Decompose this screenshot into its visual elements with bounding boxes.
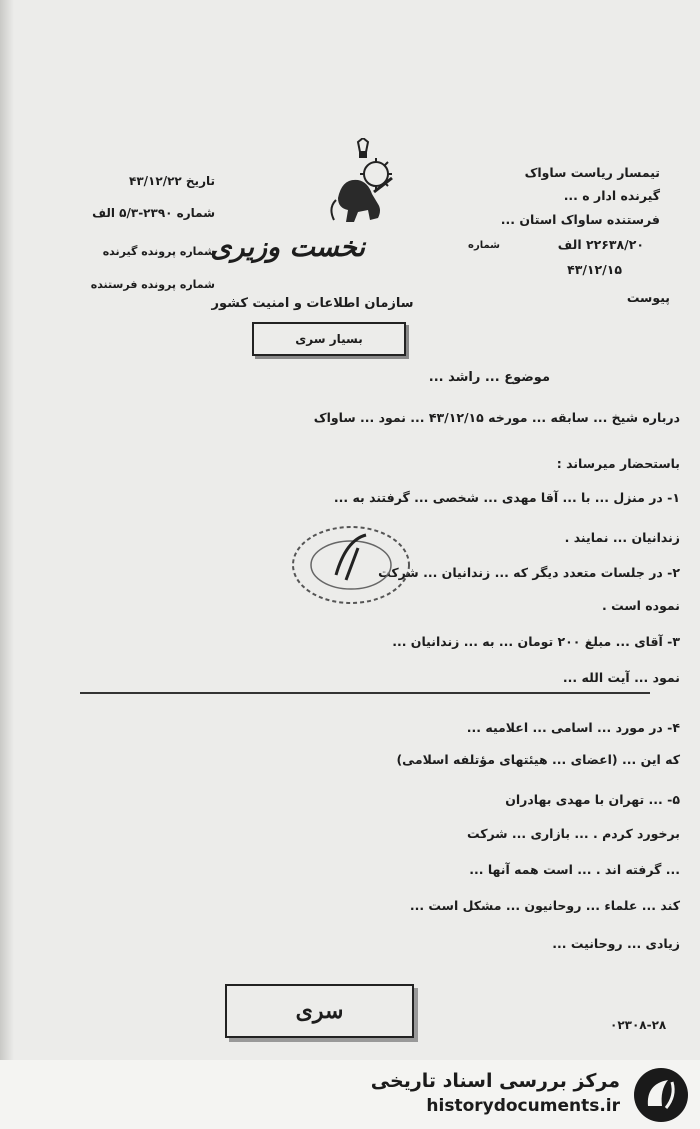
page-edge-shadow bbox=[0, 0, 14, 1060]
watermark-banner bbox=[0, 1060, 700, 1129]
round-ink-stamp-icon bbox=[276, 520, 426, 610]
document-code: ۰۲۳۰۸-۲۸ bbox=[610, 1018, 667, 1032]
secret-stamp-text: بسیار سری bbox=[295, 332, 363, 346]
organization-name: سازمان اطلاعات و امنیت کشور bbox=[211, 296, 414, 311]
body-line: که این ... (اعضای ... هیئتهای مؤتلفه اسلامی) bbox=[396, 752, 680, 767]
ministry-title: نخست وزیری bbox=[210, 232, 365, 263]
footer-secret-stamp-text: سری bbox=[295, 998, 344, 1024]
header-sender: فرستنده ساواک استان ... bbox=[500, 212, 660, 227]
watermark-url: historydocuments.ir bbox=[426, 1096, 620, 1116]
body-line: ۵- ... تهران با مهدی بهادران bbox=[505, 792, 680, 807]
header-number-value: ۲۲۶۳۸/۲۰ الف bbox=[557, 237, 644, 252]
body-line: نموده است . bbox=[602, 598, 680, 613]
subject-line: موضوع ... راشد ... bbox=[428, 370, 550, 385]
header-date-line: تاریخ ۴۳/۱۲/۲۲ bbox=[129, 174, 215, 188]
header-sender-file: شماره پرونده فرستنده bbox=[90, 278, 215, 291]
text-underline bbox=[80, 692, 650, 694]
header-number-line: شماره ۲۳۹۰-۵/۳ الف bbox=[92, 206, 215, 220]
body-line: ۴- در مورد ... اسامی ... اعلامیه ... bbox=[466, 720, 680, 735]
header-attachment-label: پیوست bbox=[626, 290, 670, 305]
body-line: زیادی ... روحانیت ... bbox=[552, 936, 680, 951]
secret-stamp-box bbox=[252, 322, 406, 356]
header-receiver-file: شماره پرونده گیرنده bbox=[102, 245, 215, 258]
header-date-value: ۴۳/۱۲/۱۵ bbox=[567, 262, 622, 277]
body-line: درباره شیخ ... سابقه ... مورخه ۴۳/۱۲/۱۵ ... نمود ... ساواک bbox=[313, 410, 680, 425]
body-line: نمود ... آیت الله ... bbox=[562, 670, 680, 685]
lion-and-sun-emblem-icon bbox=[328, 138, 398, 230]
body-line: برخورد کردم . ... بازاری ... شرکت bbox=[467, 826, 680, 841]
body-line: ۲- در جلسات متعدد دیگر که ... زندانیان ... شرکت bbox=[378, 565, 680, 580]
header-recipient-chief: تیمسار ریاست ساواک bbox=[524, 165, 660, 180]
footer-secret-stamp-box bbox=[225, 984, 414, 1038]
body-line: ... گرفته اند . ... است همه آنها ... bbox=[469, 862, 680, 877]
header-receiver: گیرنده ادار ه ... bbox=[563, 188, 660, 203]
body-line: ۱- در منزل ... با ... آقا مهدی ... شخصی ... گرفتند به ... bbox=[333, 490, 680, 505]
body-line: زندانیان ... نمایند . bbox=[564, 530, 680, 545]
body-line: ۳- آقای ... مبلغ ۲۰۰ تومان ... به ... زندانیان ... bbox=[392, 634, 680, 649]
header-number-label: شماره bbox=[468, 240, 500, 251]
body-line: کند ... علماء ... روحانیون ... مشکل است ... bbox=[409, 898, 680, 913]
watermark-org-name: مرکز بررسی اسناد تاریخی bbox=[370, 1070, 620, 1092]
history-documents-logo-icon bbox=[632, 1066, 690, 1124]
body-line: باستحضار میرساند : bbox=[556, 456, 680, 471]
